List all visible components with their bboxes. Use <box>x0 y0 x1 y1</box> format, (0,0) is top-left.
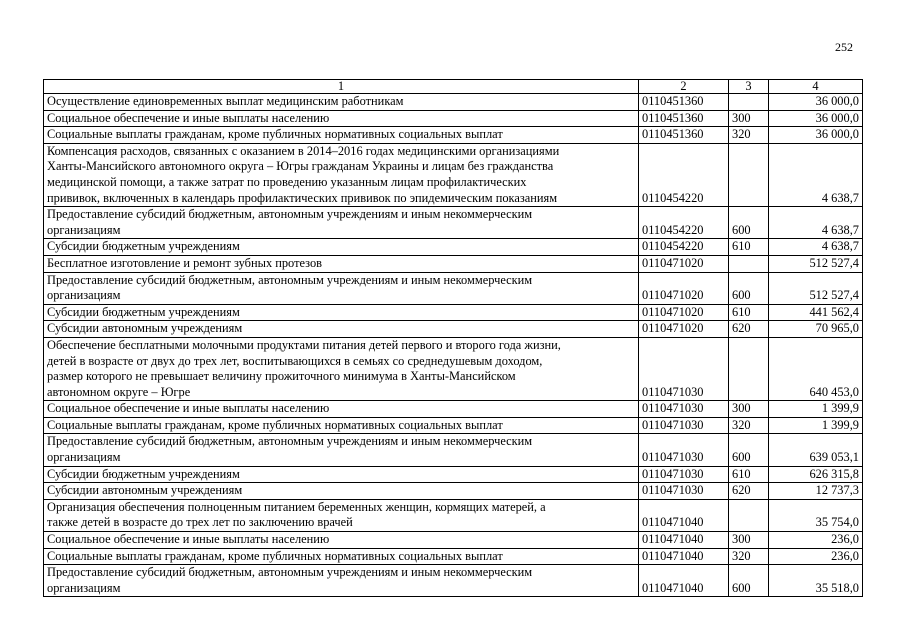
row-sum-cell: 36 000,0 <box>769 94 863 111</box>
row-sum-cell: 4 638,7 <box>769 143 863 206</box>
row-name-cell <box>44 483 639 500</box>
row-kind-cell: 300 <box>729 532 769 549</box>
row-name-cell <box>44 337 639 400</box>
row-code-cell: 0110471040 <box>639 499 729 531</box>
table-row <box>44 239 863 256</box>
row-name-line: Социальное обеспечение и иные выплаты населению <box>47 110 330 125</box>
row-kind-cell: 320 <box>729 548 769 565</box>
row-name-line: также детей в возрасте до трех лет по заключению врачей <box>47 515 353 530</box>
row-kind-cell: 610 <box>729 304 769 321</box>
row-kind-cell: 620 <box>729 483 769 500</box>
row-code-cell: 0110471020 <box>639 321 729 338</box>
table-row <box>44 499 863 531</box>
row-name-line: Социальное обеспечение и иные выплаты населению <box>47 401 330 416</box>
header-cell-code: 2 <box>639 80 729 94</box>
row-kind-cell: 610 <box>729 239 769 256</box>
table-row <box>44 434 863 466</box>
row-sum-cell: 4 638,7 <box>769 207 863 239</box>
row-code-cell: 0110471030 <box>639 401 729 418</box>
table-row <box>44 548 863 565</box>
row-sum-cell: 70 965,0 <box>769 321 863 338</box>
table-row <box>44 466 863 483</box>
row-code-cell: 0110471030 <box>639 434 729 466</box>
row-name-line: Субсидии бюджетным учреждениям <box>47 239 240 254</box>
row-name-line: Предоставление субсидий бюджетным, автономным учреждениям и иным некоммерческим <box>47 434 533 449</box>
row-sum-cell: 640 453,0 <box>769 337 863 400</box>
row-name-line: размер которого не превышает величину прожиточного минимума в Ханты-Мансийском <box>47 369 516 384</box>
table-row <box>44 337 863 400</box>
row-code-cell: 0110471040 <box>639 548 729 565</box>
row-name-line: Компенсация расходов, связанных с оказанием в 2014–2016 годах медицинскими организациями <box>47 143 560 158</box>
row-name-line: Организация обеспечения полноценным питанием беременных женщин, кормящих матерей, а <box>47 499 546 514</box>
table-row <box>44 565 863 597</box>
row-name-cell <box>44 207 639 239</box>
row-name-cell <box>44 434 639 466</box>
row-name-cell <box>44 255 639 272</box>
row-code-cell: 0110471030 <box>639 337 729 400</box>
row-sum-cell: 236,0 <box>769 548 863 565</box>
table-row <box>44 417 863 434</box>
row-kind-cell: 600 <box>729 272 769 304</box>
row-name-cell <box>44 272 639 304</box>
row-kind-cell <box>729 499 769 531</box>
row-name-line: прививок, включенных в календарь профилактических прививок по эпидемическим показаниям <box>47 190 558 205</box>
row-name-line: Предоставление субсидий бюджетным, автономным учреждениям и иным некоммерческим <box>47 207 533 222</box>
row-name-cell <box>44 401 639 418</box>
row-kind-cell <box>729 143 769 206</box>
table-row <box>44 255 863 272</box>
row-name-cell <box>44 532 639 549</box>
row-code-cell: 0110454220 <box>639 143 729 206</box>
row-name-line: Предоставление субсидий бюджетным, автономным учреждениям и иным некоммерческим <box>47 565 533 580</box>
row-code-cell: 0110454220 <box>639 239 729 256</box>
row-name-line: организациям <box>47 288 121 303</box>
table-row <box>44 143 863 206</box>
row-name-line: Субсидии бюджетным учреждениям <box>47 304 240 319</box>
header-cell-name: 1 <box>44 80 639 94</box>
row-name-cell <box>44 417 639 434</box>
table-row <box>44 94 863 111</box>
row-name-line: детей в возрасте от двух до трех лет, воспитывающихся в семьях со среднедушевым доходом, <box>47 353 543 368</box>
row-sum-cell: 12 737,3 <box>769 483 863 500</box>
row-name-line: Социальное обеспечение и иные выплаты населению <box>47 532 330 547</box>
row-kind-cell: 620 <box>729 321 769 338</box>
row-name-cell <box>44 565 639 597</box>
row-code-cell: 0110471040 <box>639 565 729 597</box>
row-sum-cell: 35 518,0 <box>769 565 863 597</box>
row-name-cell <box>44 127 639 144</box>
table-row <box>44 127 863 144</box>
row-kind-cell: 600 <box>729 434 769 466</box>
row-name-line: Осуществление единовременных выплат медицинским работникам <box>47 94 404 108</box>
row-code-cell: 0110471030 <box>639 417 729 434</box>
row-code-cell: 0110451360 <box>639 110 729 127</box>
row-kind-cell <box>729 94 769 111</box>
row-sum-cell: 1 399,9 <box>769 417 863 434</box>
table-row <box>44 272 863 304</box>
row-sum-cell: 626 315,8 <box>769 466 863 483</box>
table-row <box>44 532 863 549</box>
table-row <box>44 207 863 239</box>
row-name-cell <box>44 239 639 256</box>
table-body <box>44 80 863 597</box>
table-header-row <box>44 80 863 94</box>
row-name-line: автономном округе – Югре <box>47 384 191 399</box>
table-row <box>44 483 863 500</box>
row-sum-cell: 512 527,4 <box>769 255 863 272</box>
table-row <box>44 304 863 321</box>
budget-table <box>43 79 863 597</box>
row-sum-cell: 1 399,9 <box>769 401 863 418</box>
row-sum-cell: 512 527,4 <box>769 272 863 304</box>
row-code-cell: 0110471030 <box>639 466 729 483</box>
row-code-cell: 0110451360 <box>639 127 729 144</box>
table-row <box>44 321 863 338</box>
row-name-cell <box>44 110 639 127</box>
row-name-line: организациям <box>47 450 121 465</box>
row-name-line: Социальные выплаты гражданам, кроме публичных нормативных социальных выплат <box>47 417 503 432</box>
row-name-cell <box>44 499 639 531</box>
row-name-line: Субсидии автономным учреждениям <box>47 483 243 498</box>
row-kind-cell: 320 <box>729 417 769 434</box>
row-code-cell: 0110451360 <box>639 94 729 111</box>
row-kind-cell: 320 <box>729 127 769 144</box>
row-name-cell <box>44 304 639 321</box>
row-name-line: Обеспечение бесплатными молочными продуктами питания детей первого и второго года жизни, <box>47 337 561 352</box>
row-sum-cell: 639 053,1 <box>769 434 863 466</box>
row-name-line: Субсидии автономным учреждениям <box>47 321 243 336</box>
row-name-line: Бесплатное изготовление и ремонт зубных протезов <box>47 255 323 270</box>
row-name-line: Субсидии бюджетным учреждениям <box>47 466 240 481</box>
row-kind-cell: 610 <box>729 466 769 483</box>
table-row <box>44 110 863 127</box>
row-sum-cell: 441 562,4 <box>769 304 863 321</box>
row-kind-cell <box>729 337 769 400</box>
row-kind-cell: 600 <box>729 565 769 597</box>
row-sum-cell: 236,0 <box>769 532 863 549</box>
row-name-line: Социальные выплаты гражданам, кроме публичных нормативных социальных выплат <box>47 548 503 563</box>
row-sum-cell: 36 000,0 <box>769 127 863 144</box>
table-row <box>44 401 863 418</box>
row-code-cell: 0110471020 <box>639 304 729 321</box>
row-kind-cell <box>729 255 769 272</box>
header-cell-kind: 3 <box>729 80 769 94</box>
row-name-line: Ханты-Мансийского автономного округа – Югры гражданам Украины и лицам без гражданства <box>47 159 554 174</box>
row-name-cell <box>44 466 639 483</box>
row-code-cell: 0110471040 <box>639 532 729 549</box>
row-code-cell: 0110454220 <box>639 207 729 239</box>
row-name-cell <box>44 548 639 565</box>
row-name-line: медицинской помощи, а также затрат по проведению указанным лицам профилактических <box>47 174 527 189</box>
row-code-cell: 0110471020 <box>639 255 729 272</box>
row-sum-cell: 4 638,7 <box>769 239 863 256</box>
row-name-line: Предоставление субсидий бюджетным, автономным учреждениям и иным некоммерческим <box>47 272 533 287</box>
row-name-cell <box>44 143 639 206</box>
row-code-cell: 0110471030 <box>639 483 729 500</box>
row-name-line: организациям <box>47 222 121 237</box>
row-name-cell <box>44 94 639 111</box>
row-sum-cell: 36 000,0 <box>769 110 863 127</box>
row-sum-cell: 35 754,0 <box>769 499 863 531</box>
row-name-cell <box>44 321 639 338</box>
row-kind-cell: 300 <box>729 110 769 127</box>
page-number: 252 <box>835 40 853 54</box>
row-name-line: организациям <box>47 580 121 595</box>
row-code-cell: 0110471020 <box>639 272 729 304</box>
row-kind-cell: 300 <box>729 401 769 418</box>
header-cell-sum: 4 <box>769 80 863 94</box>
row-name-line: Социальные выплаты гражданам, кроме публичных нормативных социальных выплат <box>47 127 503 142</box>
row-kind-cell: 600 <box>729 207 769 239</box>
